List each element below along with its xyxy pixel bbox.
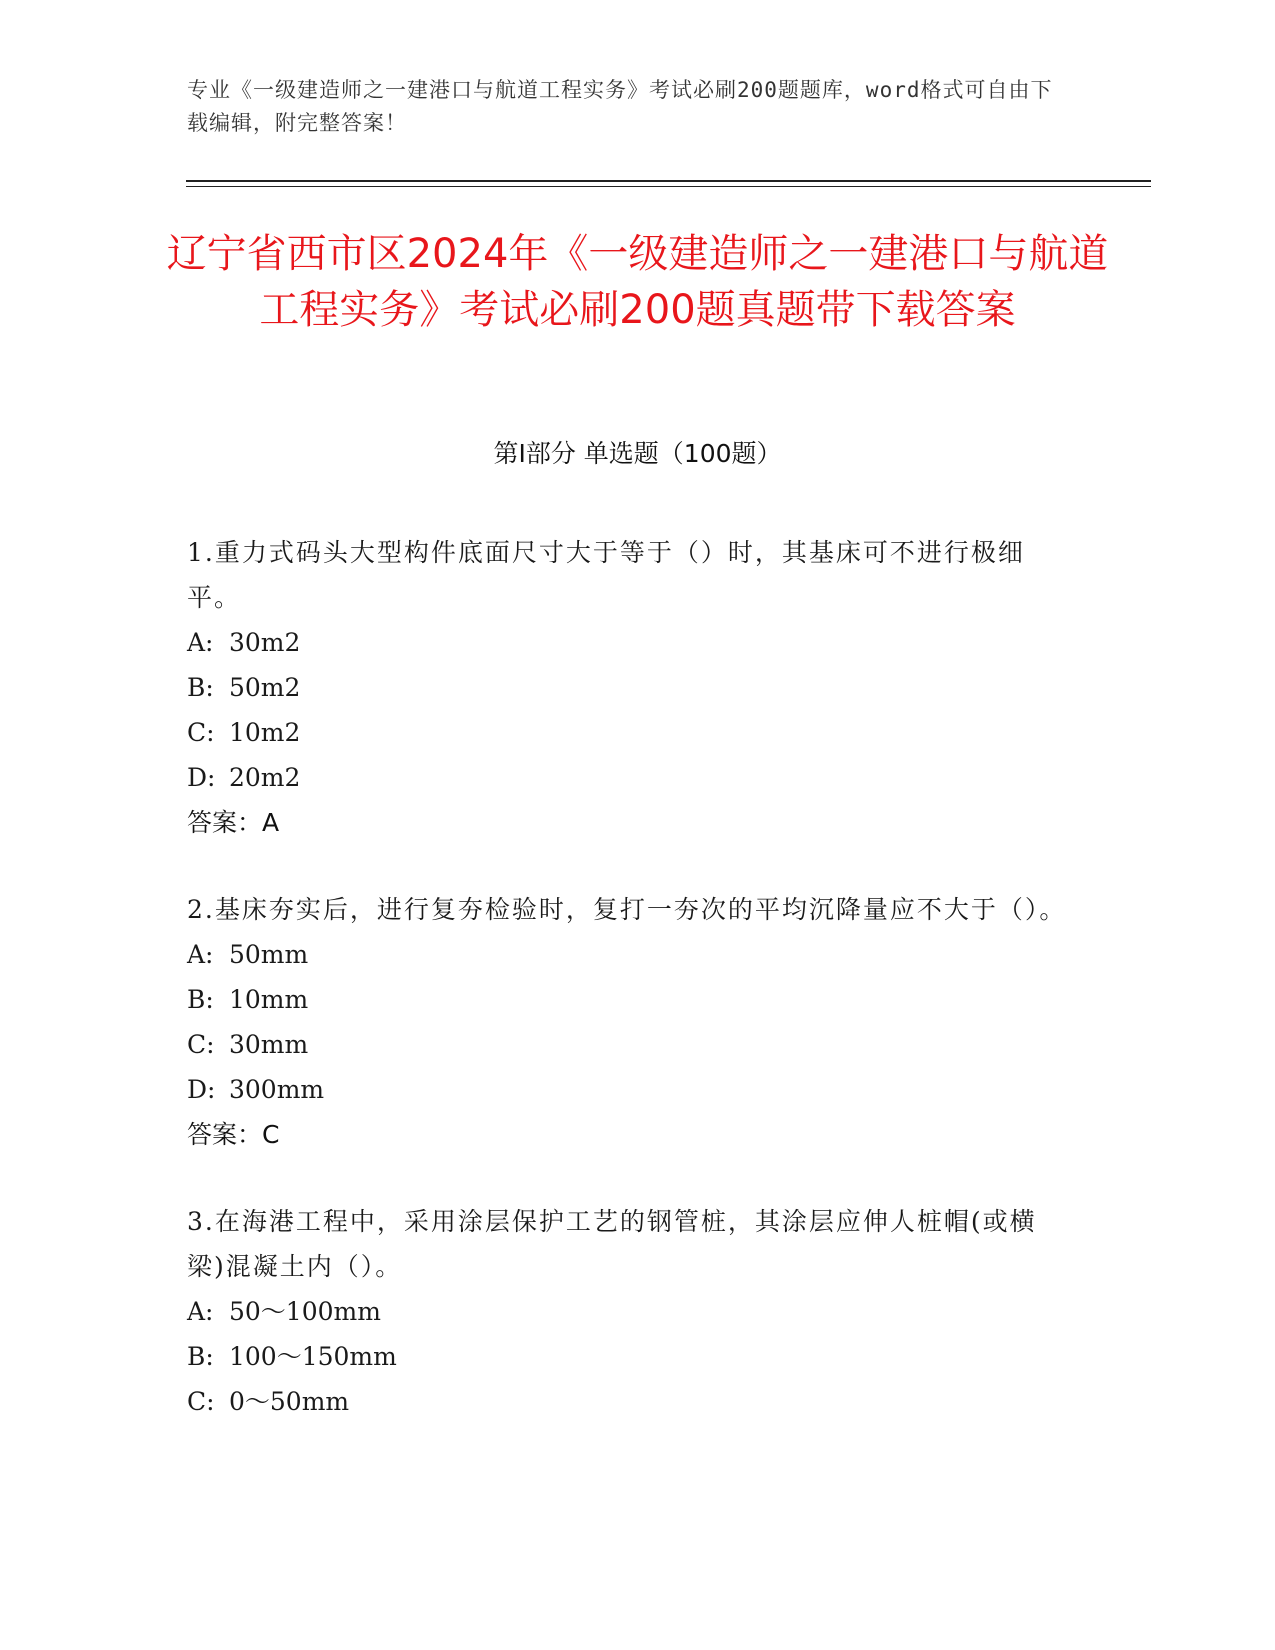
question-option: [187, 1334, 1067, 1379]
option-text: 100～150mm: [229, 1342, 397, 1371]
option-key: C:: [187, 718, 215, 747]
question-stem: 2.基床夯实后，进行复夯检验时，复打一夯次的平均沉降量应不大于（）。: [187, 895, 1067, 924]
option-key: A:: [187, 940, 214, 969]
option-key: A:: [187, 628, 214, 657]
option-text: 50～100mm: [229, 1297, 381, 1326]
question-option: [187, 1289, 1067, 1334]
option-key: D:: [187, 1075, 216, 1104]
header-note: 专业《一级建造师之一建港口与航道工程实务》考试必刷200题题库，word格式可自由下载编辑，附完整答案！: [187, 78, 1053, 135]
option-key: B:: [187, 673, 214, 702]
option-text: 10m2: [229, 718, 301, 747]
question-option: [187, 1022, 1067, 1067]
option-text: 20m2: [229, 763, 301, 792]
option-text: 50m2: [229, 673, 301, 702]
question-option: [187, 710, 1067, 755]
option-text: 50mm: [229, 940, 309, 969]
question-option: [187, 932, 1067, 977]
option-text: 10mm: [229, 985, 309, 1014]
question-answer: 答案：C: [187, 1120, 280, 1149]
question-option: [187, 1067, 1067, 1112]
document-title: 辽宁省西市区2024年《一级建造师之一建港口与航道工程实务》考试必刷200题真题带下载答案: [166, 231, 1109, 333]
option-key: B:: [187, 1342, 214, 1371]
question-option: [187, 1379, 1067, 1424]
header-rule-thick: [186, 180, 1151, 182]
header-rule-thin: [186, 186, 1151, 187]
option-text: 0～50mm: [229, 1387, 350, 1416]
option-text: 30m2: [229, 628, 301, 657]
question-option: [187, 620, 1067, 665]
question-item-2: [187, 887, 1067, 1157]
option-key: C:: [187, 1030, 215, 1059]
question-option: [187, 665, 1067, 710]
option-key: C:: [187, 1387, 215, 1416]
question-stem: 1.重力式码头大型构件底面尺寸大于等于（）时，其基床可不进行极细平。: [187, 538, 1025, 612]
question-option: [187, 755, 1067, 800]
question-list: [187, 530, 1067, 1466]
question-item-1: [187, 530, 1067, 845]
section-title: 第Ⅰ部分 单选题（100题）: [493, 439, 782, 468]
option-text: 30mm: [229, 1030, 309, 1059]
question-item-3: [187, 1199, 1067, 1424]
option-key: B:: [187, 985, 214, 1014]
question-option: [187, 977, 1067, 1022]
question-answer: 答案：A: [187, 808, 280, 837]
option-key: D:: [187, 763, 216, 792]
question-stem: 3.在海港工程中，采用涂层保护工艺的钢管桩，其涂层应伸人桩帽(或横梁)混凝土内（）。: [187, 1207, 1037, 1281]
option-text: 300mm: [229, 1075, 325, 1104]
option-key: A:: [187, 1297, 214, 1326]
